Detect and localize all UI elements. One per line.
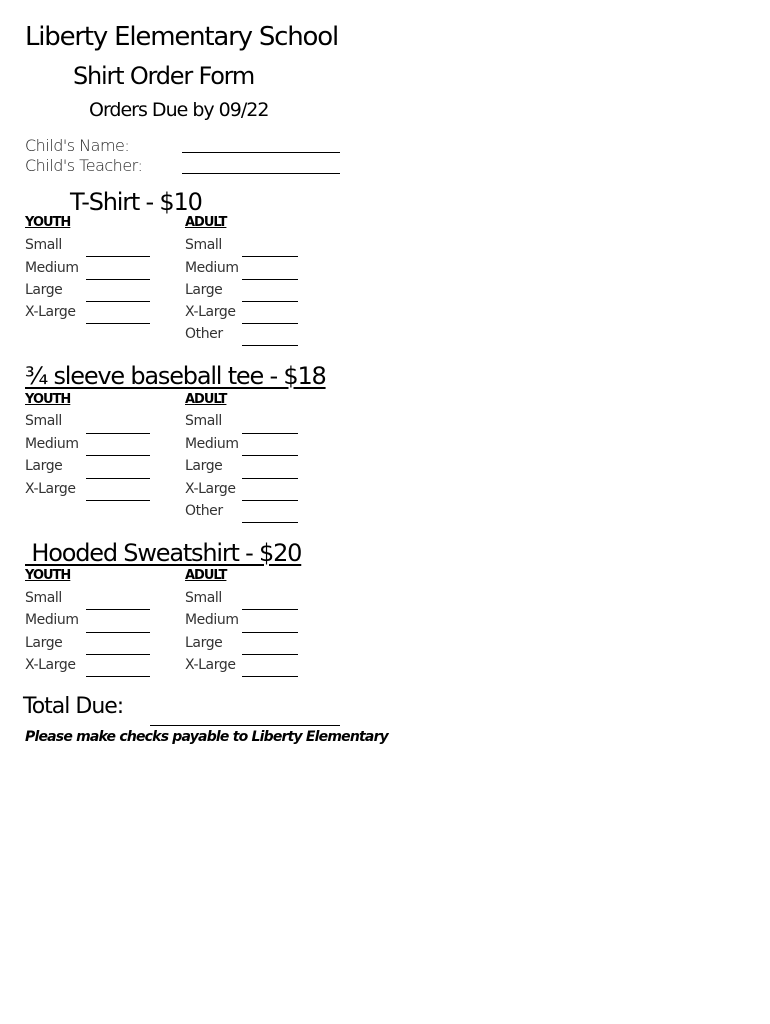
tshirt-adult-size: Other (185, 326, 223, 342)
baseball-adult-size: Large (185, 458, 223, 474)
baseball-adult-qty-line[interactable] (242, 478, 298, 479)
hoodie-youth-qty-line[interactable] (86, 609, 150, 610)
tshirt-youth-size: Small (25, 237, 62, 253)
hoodie-youth-qty-line[interactable] (86, 676, 150, 677)
baseball-adult-qty-line[interactable] (242, 433, 298, 434)
baseball-tee-section-title: ¾ sleeve baseball tee - $18 (25, 362, 326, 390)
baseball-youth-qty-line[interactable] (86, 433, 150, 434)
hoodie-section-title: Hooded Sweatshirt - $20 (25, 539, 302, 567)
tshirt-youth-size: Large (25, 282, 63, 298)
tshirt-section-title: T-Shirt - $10 (70, 188, 202, 216)
tshirt-adult-size: Small (185, 237, 222, 253)
tshirt-adult-qty-line[interactable] (242, 279, 298, 280)
hoodie-adult-qty-line[interactable] (242, 632, 298, 633)
school-name: Liberty Elementary School (25, 22, 338, 52)
tshirt-youth-qty-line[interactable] (86, 256, 150, 257)
hoodie-youth-qty-line[interactable] (86, 654, 150, 655)
child-name-label: Child's Name: (25, 136, 130, 155)
checks-payable-note: Please make checks payable to Liberty Elementary (25, 729, 388, 745)
baseball-youth-qty-line[interactable] (86, 478, 150, 479)
baseball-youth-size: Small (25, 413, 62, 429)
baseball-adult-heading: ADULT (185, 392, 227, 407)
tshirt-adult-qty-line[interactable] (242, 323, 298, 324)
tshirt-adult-qty-line[interactable] (242, 256, 298, 257)
baseball-youth-size: Medium (25, 436, 79, 452)
child-name-line[interactable] (182, 152, 340, 153)
tshirt-adult-size: X-Large (185, 304, 236, 320)
hoodie-adult-qty-line[interactable] (242, 609, 298, 610)
tshirt-youth-size: Medium (25, 260, 79, 276)
baseball-adult-qty-line[interactable] (242, 455, 298, 456)
tshirt-adult-size: Large (185, 282, 223, 298)
hoodie-adult-size: X-Large (185, 657, 236, 673)
tshirt-adult-qty-line[interactable] (242, 301, 298, 302)
hoodie-youth-size: Medium (25, 612, 79, 628)
tshirt-youth-qty-line[interactable] (86, 323, 150, 324)
baseball-adult-qty-line[interactable] (242, 522, 298, 523)
child-teacher-label: Child's Teacher: (25, 156, 143, 175)
hoodie-youth-size: Small (25, 590, 62, 606)
tshirt-adult-size: Medium (185, 260, 239, 276)
total-due-label: Total Due: (23, 694, 124, 719)
tshirt-youth-heading: YOUTH (25, 215, 71, 230)
hoodie-youth-qty-line[interactable] (86, 632, 150, 633)
child-teacher-line[interactable] (182, 173, 340, 174)
hoodie-youth-heading: YOUTH (25, 568, 71, 583)
hoodie-adult-heading: ADULT (185, 568, 227, 583)
baseball-youth-qty-line[interactable] (86, 455, 150, 456)
tshirt-youth-qty-line[interactable] (86, 279, 150, 280)
due-date: Orders Due by 09/22 (89, 99, 269, 121)
hoodie-adult-size: Large (185, 635, 223, 651)
tshirt-youth-qty-line[interactable] (86, 301, 150, 302)
baseball-adult-qty-line[interactable] (242, 500, 298, 501)
baseball-youth-heading: YOUTH (25, 392, 71, 407)
tshirt-youth-size: X-Large (25, 304, 76, 320)
hoodie-adult-qty-line[interactable] (242, 676, 298, 677)
hoodie-adult-size: Medium (185, 612, 239, 628)
baseball-youth-size: Large (25, 458, 63, 474)
hoodie-adult-qty-line[interactable] (242, 654, 298, 655)
tshirt-adult-qty-line[interactable] (242, 345, 298, 346)
baseball-adult-size: X-Large (185, 481, 236, 497)
hoodie-youth-size: Large (25, 635, 63, 651)
total-due-line[interactable] (150, 725, 340, 726)
baseball-youth-qty-line[interactable] (86, 500, 150, 501)
baseball-youth-size: X-Large (25, 481, 76, 497)
baseball-adult-size: Other (185, 503, 223, 519)
baseball-adult-size: Small (185, 413, 222, 429)
form-title: Shirt Order Form (73, 62, 255, 90)
tshirt-adult-heading: ADULT (185, 215, 227, 230)
baseball-adult-size: Medium (185, 436, 239, 452)
hoodie-youth-size: X-Large (25, 657, 76, 673)
hoodie-adult-size: Small (185, 590, 222, 606)
